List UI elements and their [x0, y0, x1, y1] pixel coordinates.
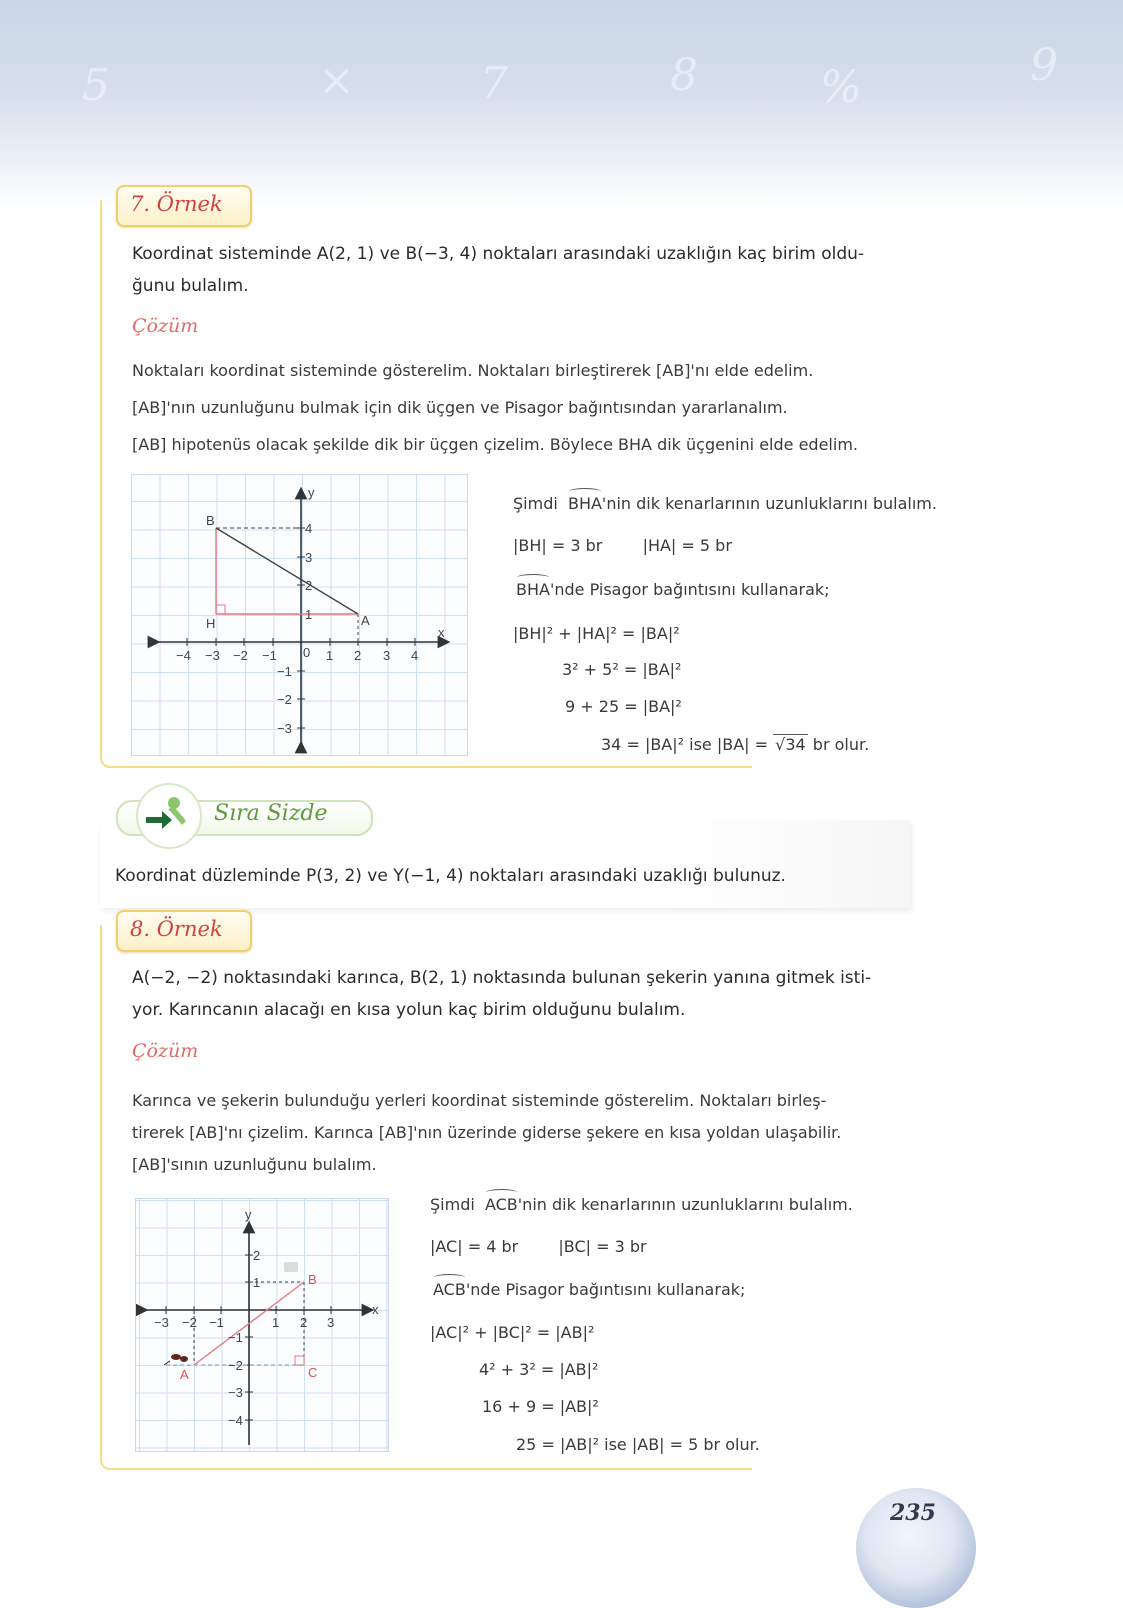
sira-sizde-title: Sıra Sizde [214, 801, 328, 826]
svg-text:−1: −1 [209, 1315, 224, 1330]
svg-text:−3: −3 [205, 648, 220, 663]
svg-text:y: y [245, 1207, 252, 1222]
svg-text:B: B [308, 1272, 317, 1287]
decorative-digit: 9 [1030, 40, 1058, 91]
triangle-hat-label: BHA [567, 494, 602, 513]
svg-text:−2: −2 [228, 1358, 243, 1373]
svg-text:−4: −4 [228, 1413, 243, 1428]
svg-text:−1: −1 [262, 648, 277, 663]
page-number: 235 [890, 1500, 936, 1526]
decorative-digit: × [318, 55, 355, 106]
svg-text:−2: −2 [277, 692, 292, 707]
svg-text:−2: −2 [233, 648, 248, 663]
svg-text:1: 1 [253, 1275, 261, 1290]
header-background [0, 0, 1123, 210]
svg-text:−1: −1 [228, 1330, 243, 1345]
example-8-solution-text [132, 1085, 912, 1181]
example-7-eq1: |BH|² + |HA|² = |BA|² [513, 624, 680, 643]
svg-text:4: 4 [305, 521, 313, 536]
example-8-title: 8. Örnek [130, 917, 223, 941]
svg-text:2: 2 [300, 1315, 308, 1330]
svg-text:1: 1 [305, 607, 313, 622]
example-8-step-intro: Şimdi ACB'nin dik kenarlarının uzunluklarını bulalım. [430, 1195, 853, 1214]
question-line: A(−2, −2) noktasındaki karınca, B(2, 1) noktasında bulunan şekerin yanına gitmek isti- [132, 968, 872, 988]
solution-line: tirerek [AB]'nı çizelim. Karınca [AB]'nın üzerinde giderse şekere en kısa yoldan ulaşabilir. [132, 1123, 842, 1142]
svg-text:−2: −2 [182, 1315, 197, 1330]
ant-icon [164, 1354, 188, 1365]
example-8-tag [116, 910, 252, 952]
solution-line: Karınca ve şekerin bulunduğu yerleri koordinat sisteminde gösterelim. Noktaları birleş- [132, 1091, 827, 1110]
svg-text:B: B [206, 513, 215, 528]
svg-text:x: x [372, 1302, 379, 1317]
question-line: Koordinat sisteminde A(2, 1) ve B(−3, 4) noktaları arasındaki uzaklığın kaç birim oldu- [132, 244, 865, 264]
example-7-eq2: 3² + 5² = |BA|² [562, 660, 682, 679]
svg-text:0: 0 [303, 645, 311, 660]
solution-line: [AB] hipotenüs olacak şekilde dik bir üçgen çizelim. Böylece BHA dik üçgenini elde edelim. [132, 435, 858, 454]
solution-line: [AB]'sının uzunluğunu bulalım. [132, 1155, 377, 1174]
example-8-eq4: 25 = |AB|² ise |AB| = 5 br olur. [516, 1435, 760, 1454]
arrow-person-icon [138, 785, 200, 847]
sira-sizde-icon [136, 783, 202, 849]
svg-text:3: 3 [327, 1315, 335, 1330]
svg-text:−1: −1 [277, 664, 292, 679]
candy-icon [284, 1262, 298, 1272]
svg-text:y: y [308, 485, 315, 500]
question-line: ğunu bulalım. [132, 276, 249, 296]
question-line: yor. Karıncanın alacağı en kısa yolun kaç birim olduğunu bulalım. [132, 1000, 686, 1020]
svg-text:2: 2 [354, 648, 362, 663]
svg-text:1: 1 [272, 1315, 280, 1330]
example-7-coordinate-graph [131, 474, 468, 756]
example-7-eq4: 34 = |BA|² ise |BA| = √34 br olur. [601, 735, 870, 754]
example-8-coordinate-graph [135, 1198, 389, 1452]
decorative-digit: 5 [82, 60, 110, 111]
solution-line: [AB]'nın uzunluğunu bulmak için dik üçgen ve Pisagor bağıntısından yararlanalım. [132, 398, 788, 417]
example-8-question [132, 962, 892, 1026]
svg-text:C: C [308, 1365, 318, 1380]
example-8-pisagor-intro: ACB'nde Pisagor bağıntısını kullanarak; [433, 1280, 746, 1299]
svg-text:3: 3 [305, 550, 313, 565]
decorative-digit: 7 [480, 58, 508, 109]
example-7-pisagor-intro: BHA'nde Pisagor bağıntısını kullanarak; [516, 580, 830, 599]
example-8-side-lengths: |AC| = 4 br |BC| = 3 br [430, 1237, 647, 1256]
decorative-digit: % [820, 62, 862, 113]
svg-text:H: H [206, 616, 216, 631]
example-8-eq2: 4² + 3² = |AB|² [479, 1360, 599, 1379]
example-7-solution-label: Çözüm [132, 315, 199, 337]
example-8-eq3: 16 + 9 = |AB|² [482, 1397, 599, 1416]
example-8-eq1: |AC|² + |BC|² = |AB|² [430, 1323, 595, 1342]
example-7-solution-text [132, 352, 912, 463]
svg-text:3: 3 [383, 648, 391, 663]
svg-text:A: A [361, 613, 370, 628]
triangle-hat-label: ACB [484, 1195, 518, 1214]
decorative-digit: 8 [670, 50, 698, 101]
example-7-eq3: 9 + 25 = |BA|² [565, 697, 682, 716]
example-7-tag [116, 185, 252, 227]
svg-text:2: 2 [305, 578, 313, 593]
svg-text:1: 1 [326, 648, 334, 663]
example-7-question [132, 238, 892, 302]
graph-drawing [132, 475, 467, 755]
example-7-title: 7. Örnek [130, 192, 223, 216]
svg-text:−3: −3 [154, 1315, 169, 1330]
svg-text:−3: −3 [228, 1385, 243, 1400]
sira-sizde-question: Koordinat düzleminde P(3, 2) ve Y(−1, 4) noktaları arasındaki uzaklığı bulunuz. [115, 866, 786, 886]
example-7-step-intro: Şimdi BHA'nin dik kenarlarının uzunluklarını bulalım. [513, 494, 937, 513]
svg-text:2: 2 [253, 1248, 261, 1263]
svg-text:−4: −4 [176, 648, 191, 663]
svg-text:4: 4 [411, 648, 419, 663]
example-7-side-lengths: |BH| = 3 br |HA| = 5 br [513, 536, 732, 555]
svg-text:A: A [180, 1367, 189, 1382]
svg-text:−3: −3 [277, 721, 292, 736]
solution-line: Noktaları koordinat sisteminde gösterelim. Noktaları birleştirerek [AB]'nı elde edelim. [132, 361, 814, 380]
graph-drawing [136, 1199, 388, 1451]
svg-text:x: x [438, 625, 445, 640]
example-8-solution-label: Çözüm [132, 1040, 199, 1062]
